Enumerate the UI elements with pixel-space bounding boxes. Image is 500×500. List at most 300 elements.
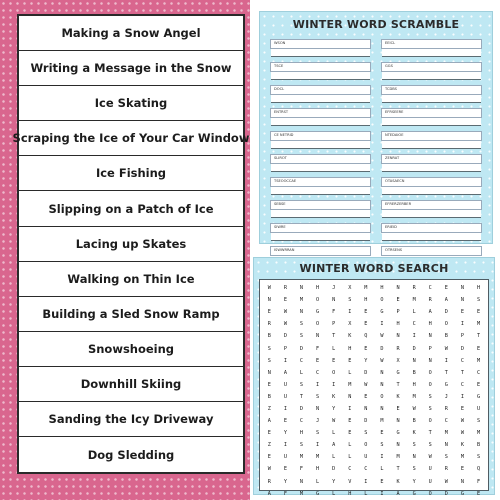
letter-cell[interactable]: O: [332, 369, 336, 376]
letter-cell[interactable]: E: [364, 345, 368, 352]
letter-cell[interactable]: T: [396, 466, 400, 473]
word-search-row: [263, 415, 485, 427]
answer-line[interactable]: [271, 210, 370, 218]
letter-cell[interactable]: W: [444, 345, 448, 352]
letter-cell[interactable]: W: [267, 285, 271, 292]
letter-cell[interactable]: J: [316, 418, 320, 425]
activity-card-list: [12, 14, 250, 474]
letter-cell[interactable]: W: [444, 478, 448, 485]
word-search-row: [263, 318, 485, 330]
letter-cell[interactable]: U: [428, 466, 432, 473]
letter-cell[interactable]: I: [460, 393, 464, 400]
letter-cell[interactable]: L: [348, 442, 352, 449]
letter-cell[interactable]: F: [332, 309, 336, 316]
letter-cell[interactable]: S: [267, 357, 271, 364]
letter-cell[interactable]: T: [476, 333, 481, 340]
letter-cell[interactable]: W: [380, 357, 384, 364]
letter-cell[interactable]: W: [332, 418, 336, 425]
letter-cell[interactable]: D: [332, 466, 336, 473]
letter-cell[interactable]: E: [476, 381, 481, 388]
letter-cell[interactable]: O: [428, 418, 432, 425]
letter-cell[interactable]: N: [380, 369, 384, 376]
word-search-row: [263, 379, 485, 391]
letter-cell[interactable]: B: [267, 333, 271, 340]
letter-cell[interactable]: P: [332, 321, 336, 328]
letter-cell[interactable]: G: [476, 393, 481, 400]
letter-cell[interactable]: M: [396, 454, 400, 461]
letter-cell[interactable]: N: [364, 405, 368, 412]
letter-cell[interactable]: Y: [364, 357, 368, 364]
letter-cell[interactable]: J: [332, 285, 336, 292]
letter-cell[interactable]: S: [316, 430, 320, 437]
letter-cell[interactable]: W: [283, 309, 287, 316]
letter-cell[interactable]: I: [460, 321, 464, 328]
scrambled-word: GGS: [381, 62, 482, 72]
letter-cell[interactable]: S: [476, 454, 481, 461]
letter-cell[interactable]: N: [299, 285, 304, 292]
letter-cell[interactable]: E: [332, 357, 336, 364]
letter-cell[interactable]: V: [348, 478, 352, 485]
letter-cell[interactable]: C: [299, 357, 304, 364]
letter-cell[interactable]: E: [348, 357, 352, 364]
letter-cell[interactable]: I: [412, 333, 416, 340]
letter-cell[interactable]: H: [316, 466, 320, 473]
letter-cell[interactable]: H: [428, 321, 432, 328]
letter-cell[interactable]: S: [299, 333, 304, 340]
letter-cell[interactable]: N: [460, 478, 464, 485]
letter-cell[interactable]: D: [380, 345, 384, 352]
letter-cell[interactable]: K: [412, 430, 416, 437]
letter-cell[interactable]: D: [299, 345, 304, 352]
letter-cell[interactable]: W: [364, 381, 368, 388]
letter-cell[interactable]: W: [428, 454, 432, 461]
letter-cell[interactable]: S: [299, 381, 304, 388]
scrambled-word: OTRSENS: [381, 246, 482, 256]
letter-cell[interactable]: N: [460, 297, 464, 304]
letter-cell[interactable]: B: [444, 333, 448, 340]
answer-line[interactable]: [382, 233, 481, 241]
letter-cell[interactable]: N: [267, 369, 271, 376]
answer-line[interactable]: [271, 95, 370, 103]
letter-cell[interactable]: D: [299, 405, 304, 412]
letter-cell[interactable]: E: [380, 478, 384, 485]
letter-cell[interactable]: W: [460, 418, 464, 425]
scrambled-word: EEICL: [381, 39, 482, 49]
letter-cell[interactable]: I: [348, 405, 352, 412]
letter-cell[interactable]: S: [267, 345, 271, 352]
letter-cell[interactable]: R: [444, 405, 448, 412]
letter-cell[interactable]: S: [444, 454, 448, 461]
letter-cell[interactable]: W: [380, 333, 384, 340]
letter-cell[interactable]: S: [428, 405, 432, 412]
letter-cell[interactable]: C: [316, 369, 320, 376]
letter-cell[interactable]: G: [380, 309, 384, 316]
letter-cell[interactable]: D: [460, 345, 464, 352]
scrambled-word: OTASAECN: [381, 177, 482, 187]
letter-cell[interactable]: S: [348, 297, 352, 304]
letter-cell[interactable]: X: [348, 321, 352, 328]
letter-cell[interactable]: S: [299, 442, 304, 449]
letter-cell[interactable]: W: [283, 321, 287, 328]
letter-cell[interactable]: M: [476, 321, 481, 328]
letter-cell[interactable]: E: [476, 490, 481, 497]
letter-cell[interactable]: G: [396, 369, 400, 376]
letter-cell[interactable]: Q: [476, 466, 481, 473]
letter-cell[interactable]: R: [444, 466, 448, 473]
letter-cell[interactable]: H: [412, 381, 416, 388]
letter-cell[interactable]: N: [396, 418, 400, 425]
letter-cell[interactable]: Y: [332, 478, 336, 485]
letter-cell[interactable]: O: [316, 321, 320, 328]
letter-cell[interactable]: N: [316, 333, 320, 340]
answer-line[interactable]: [271, 233, 370, 241]
letter-cell[interactable]: I: [316, 381, 320, 388]
letter-cell[interactable]: H: [348, 345, 352, 352]
letter-cell[interactable]: O: [428, 381, 432, 388]
letter-cell[interactable]: O: [380, 393, 384, 400]
letter-cell[interactable]: E: [283, 297, 287, 304]
letter-cell[interactable]: T: [396, 381, 400, 388]
letter-cell[interactable]: M: [476, 430, 481, 437]
scramble-item: [270, 131, 371, 152]
letter-cell[interactable]: H: [316, 285, 320, 292]
answer-line[interactable]: [382, 49, 481, 57]
letter-cell[interactable]: R: [396, 345, 400, 352]
letter-cell[interactable]: E: [460, 466, 464, 473]
letter-cell[interactable]: M: [476, 357, 481, 364]
letter-cell[interactable]: E: [460, 309, 464, 316]
letter-cell[interactable]: A: [332, 442, 336, 449]
letter-cell[interactable]: K: [396, 393, 400, 400]
answer-line[interactable]: [382, 141, 481, 149]
letter-cell[interactable]: N: [428, 333, 432, 340]
answer-line[interactable]: [382, 72, 481, 80]
letter-cell[interactable]: N: [380, 381, 384, 388]
letter-cell[interactable]: C: [428, 285, 432, 292]
letter-cell[interactable]: U: [364, 454, 368, 461]
letter-cell[interactable]: O: [380, 297, 384, 304]
letter-cell[interactable]: A: [267, 418, 271, 425]
letter-cell[interactable]: E: [380, 430, 384, 437]
answer-line[interactable]: [271, 141, 370, 149]
letter-cell[interactable]: T: [428, 430, 432, 437]
letter-cell[interactable]: L: [348, 454, 352, 461]
scrambled-word: SLIROT: [270, 154, 371, 164]
letter-cell[interactable]: Y: [412, 478, 416, 485]
answer-line[interactable]: [271, 49, 370, 57]
letter-cell[interactable]: E: [316, 357, 320, 364]
letter-cell[interactable]: C: [460, 357, 464, 364]
letter-cell[interactable]: M: [316, 454, 320, 461]
letter-cell[interactable]: O: [364, 442, 368, 449]
letter-cell[interactable]: E: [444, 285, 448, 292]
letter-cell[interactable]: T: [332, 333, 336, 340]
letter-cell[interactable]: E: [283, 418, 287, 425]
letter-cell[interactable]: H: [476, 285, 481, 292]
letter-cell[interactable]: L: [332, 345, 336, 352]
letter-cell[interactable]: U: [428, 478, 432, 485]
letter-cell[interactable]: B: [267, 393, 271, 400]
letter-cell[interactable]: M: [299, 490, 304, 497]
scrambled-word: TSEOOCCAE: [270, 177, 371, 187]
letter-cell[interactable]: W: [267, 466, 271, 473]
letter-cell[interactable]: C: [444, 418, 448, 425]
letter-cell[interactable]: H: [396, 321, 400, 328]
letter-cell[interactable]: Z: [267, 442, 271, 449]
letter-cell[interactable]: L: [316, 478, 320, 485]
letter-cell[interactable]: E: [283, 466, 287, 473]
letter-cell[interactable]: T: [299, 393, 304, 400]
scrambled-word: EFRSEERE: [381, 108, 482, 118]
letter-cell[interactable]: X: [348, 285, 352, 292]
letter-cell[interactable]: O: [444, 321, 448, 328]
answer-line[interactable]: [382, 187, 481, 195]
letter-cell[interactable]: A: [396, 490, 400, 497]
letter-cell[interactable]: W: [412, 405, 416, 412]
letter-cell[interactable]: P: [460, 333, 464, 340]
scrambled-word: SEBSE: [270, 200, 371, 210]
scramble-item: [381, 131, 482, 152]
word-search-row: [263, 294, 485, 306]
letter-cell[interactable]: H: [380, 285, 384, 292]
letter-cell[interactable]: M: [299, 454, 304, 461]
word-search-grid: [259, 279, 489, 497]
letter-cell[interactable]: I: [348, 309, 352, 316]
letter-cell[interactable]: N: [396, 442, 400, 449]
letter-cell[interactable]: W: [460, 430, 464, 437]
letter-cell[interactable]: S: [299, 321, 304, 328]
letter-cell[interactable]: L: [380, 466, 384, 473]
letter-cell[interactable]: E: [267, 309, 271, 316]
letter-cell[interactable]: N: [348, 393, 352, 400]
letter-cell[interactable]: R: [412, 285, 416, 292]
letter-cell[interactable]: D: [444, 490, 448, 497]
letter-cell[interactable]: I: [283, 442, 287, 449]
answer-line[interactable]: [271, 118, 370, 126]
letter-cell[interactable]: G: [396, 430, 400, 437]
letter-cell[interactable]: D: [283, 333, 287, 340]
letter-cell[interactable]: S: [316, 393, 320, 400]
letter-cell[interactable]: D: [412, 345, 416, 352]
letter-cell[interactable]: G: [316, 490, 320, 497]
letter-cell[interactable]: G: [316, 309, 320, 316]
letter-cell[interactable]: I: [444, 357, 448, 364]
letter-cell[interactable]: N: [396, 333, 400, 340]
letter-cell[interactable]: Y: [332, 405, 336, 412]
letter-cell[interactable]: S: [412, 466, 416, 473]
letter-cell[interactable]: K: [332, 393, 336, 400]
letter-cell[interactable]: R: [428, 297, 432, 304]
letter-cell[interactable]: L: [299, 369, 304, 376]
answer-line[interactable]: [382, 95, 481, 103]
letter-cell[interactable]: T: [460, 369, 464, 376]
letter-cell[interactable]: M: [460, 454, 464, 461]
letter-cell[interactable]: I: [380, 454, 384, 461]
letter-cell[interactable]: T: [444, 369, 448, 376]
word-search-row: [263, 367, 485, 379]
letter-cell[interactable]: P: [396, 309, 400, 316]
letter-cell[interactable]: E: [267, 381, 271, 388]
letter-cell[interactable]: B: [476, 442, 481, 449]
letter-cell[interactable]: F: [316, 345, 320, 352]
letter-cell[interactable]: Y: [283, 478, 287, 485]
letter-cell[interactable]: E: [348, 430, 352, 437]
word-search-row: [263, 439, 485, 451]
letter-cell[interactable]: E: [396, 405, 400, 412]
letter-cell[interactable]: H: [348, 490, 352, 497]
letter-cell[interactable]: E: [476, 345, 481, 352]
letter-cell[interactable]: G: [460, 490, 464, 497]
letter-cell[interactable]: C: [412, 321, 416, 328]
letter-cell[interactable]: M: [299, 297, 304, 304]
scramble-item: [381, 223, 482, 244]
letter-cell[interactable]: M: [348, 381, 352, 388]
letter-cell[interactable]: N: [299, 478, 304, 485]
scrambled-word: ZENRAT: [381, 154, 482, 164]
scrambled-word: CE NETRID: [270, 131, 371, 141]
letter-cell[interactable]: N: [332, 297, 336, 304]
letter-cell[interactable]: L: [364, 490, 368, 497]
letter-cell[interactable]: P: [283, 345, 287, 352]
letter-cell[interactable]: H: [364, 297, 368, 304]
letter-cell[interactable]: M: [364, 285, 368, 292]
answer-line[interactable]: [382, 118, 481, 126]
letter-cell[interactable]: C: [299, 418, 304, 425]
letter-cell[interactable]: C: [348, 466, 352, 473]
scrambled-word: ISWWRRAN: [270, 246, 371, 256]
letter-cell[interactable]: O: [428, 369, 432, 376]
letter-cell[interactable]: P: [428, 345, 432, 352]
letter-cell[interactable]: Y: [283, 430, 287, 437]
letter-cell[interactable]: N: [380, 405, 384, 412]
letter-cell[interactable]: C: [460, 381, 464, 388]
letter-cell[interactable]: E: [267, 454, 271, 461]
letter-cell[interactable]: N: [460, 285, 464, 292]
letter-cell[interactable]: S: [476, 418, 481, 425]
letter-cell[interactable]: F: [299, 466, 304, 473]
letter-cell[interactable]: K: [348, 333, 352, 340]
letter-cell[interactable]: N: [267, 297, 271, 304]
letter-cell[interactable]: E: [476, 309, 481, 316]
letter-cell[interactable]: N: [428, 357, 432, 364]
letter-cell[interactable]: S: [364, 430, 368, 437]
letter-cell[interactable]: L: [348, 369, 352, 376]
letter-cell[interactable]: S: [476, 297, 481, 304]
letter-cell[interactable]: N: [396, 285, 400, 292]
letter-cell[interactable]: I: [283, 405, 287, 412]
letter-cell[interactable]: J: [444, 393, 448, 400]
letter-cell[interactable]: A: [444, 297, 448, 304]
word-search-row: [263, 391, 485, 403]
letter-cell[interactable]: E: [364, 321, 368, 328]
letter-cell[interactable]: S: [412, 442, 416, 449]
letter-cell[interactable]: A: [267, 490, 271, 497]
letter-cell[interactable]: Q: [364, 333, 368, 340]
letter-cell[interactable]: I: [283, 357, 287, 364]
letter-cell[interactable]: C: [364, 466, 368, 473]
letter-cell[interactable]: I: [380, 321, 384, 328]
letter-cell[interactable]: S: [428, 393, 432, 400]
letter-cell[interactable]: I: [364, 478, 368, 485]
letter-cell[interactable]: F: [283, 490, 287, 497]
letter-cell[interactable]: U: [283, 454, 287, 461]
letter-cell[interactable]: L: [412, 309, 416, 316]
letter-cell[interactable]: K: [460, 442, 464, 449]
letter-cell[interactable]: D: [364, 369, 368, 376]
letter-cell[interactable]: O: [316, 297, 320, 304]
letter-cell[interactable]: E: [396, 297, 400, 304]
answer-line[interactable]: [382, 210, 481, 218]
letter-cell[interactable]: Z: [267, 405, 271, 412]
letter-cell[interactable]: L: [332, 454, 336, 461]
scramble-item: [381, 62, 482, 83]
answer-line[interactable]: [271, 164, 370, 172]
letter-cell[interactable]: L: [332, 490, 336, 497]
scramble-item: [270, 154, 371, 175]
letter-cell[interactable]: I: [380, 490, 384, 497]
letter-cell[interactable]: A: [428, 309, 432, 316]
letter-cell[interactable]: X: [396, 357, 400, 364]
letter-cell[interactable]: I: [316, 442, 320, 449]
activity-card: Lacing up Skates: [19, 227, 243, 262]
letter-cell[interactable]: D: [364, 418, 368, 425]
letter-cell[interactable]: U: [283, 393, 287, 400]
letter-cell[interactable]: E: [364, 309, 368, 316]
letter-cell[interactable]: S: [428, 442, 432, 449]
letter-cell[interactable]: B: [412, 418, 416, 425]
letter-cell[interactable]: E: [267, 430, 271, 437]
letter-cell[interactable]: F: [476, 478, 481, 485]
letter-cell[interactable]: G: [444, 381, 448, 388]
letter-cell[interactable]: E: [460, 405, 464, 412]
letter-cell[interactable]: N: [316, 405, 320, 412]
letter-cell[interactable]: M: [380, 418, 384, 425]
letter-cell[interactable]: N: [444, 442, 448, 449]
letter-cell[interactable]: O: [428, 490, 432, 497]
scramble-item: [270, 177, 371, 198]
letter-cell[interactable]: M: [412, 393, 416, 400]
answer-line[interactable]: [271, 72, 370, 80]
letter-cell[interactable]: E: [348, 418, 352, 425]
letter-cell[interactable]: M: [412, 297, 416, 304]
letter-cell[interactable]: G: [412, 490, 416, 497]
answer-line[interactable]: [271, 187, 370, 195]
letter-cell[interactable]: A: [283, 369, 287, 376]
letter-cell[interactable]: C: [476, 369, 481, 376]
letter-cell[interactable]: E: [364, 393, 368, 400]
letter-cell[interactable]: D: [444, 309, 448, 316]
letter-cell[interactable]: S: [380, 442, 384, 449]
letter-cell[interactable]: N: [299, 309, 304, 316]
word-search-row: [263, 282, 485, 294]
letter-cell[interactable]: K: [396, 478, 400, 485]
letter-cell[interactable]: N: [412, 454, 416, 461]
letter-cell[interactable]: U: [283, 381, 287, 388]
letter-cell[interactable]: L: [332, 430, 336, 437]
letter-cell[interactable]: N: [412, 357, 416, 364]
letter-cell[interactable]: R: [267, 478, 271, 485]
letter-cell[interactable]: U: [476, 405, 481, 412]
letter-cell[interactable]: M: [444, 430, 448, 437]
word-scramble-worksheet: [259, 11, 493, 252]
answer-line[interactable]: [382, 164, 481, 172]
letter-cell[interactable]: H: [299, 430, 304, 437]
letter-cell[interactable]: I: [332, 381, 336, 388]
letter-cell[interactable]: R: [283, 285, 287, 292]
letter-cell[interactable]: R: [267, 321, 271, 328]
scrambled-word: WSON: [270, 39, 371, 49]
letter-cell[interactable]: B: [412, 369, 416, 376]
